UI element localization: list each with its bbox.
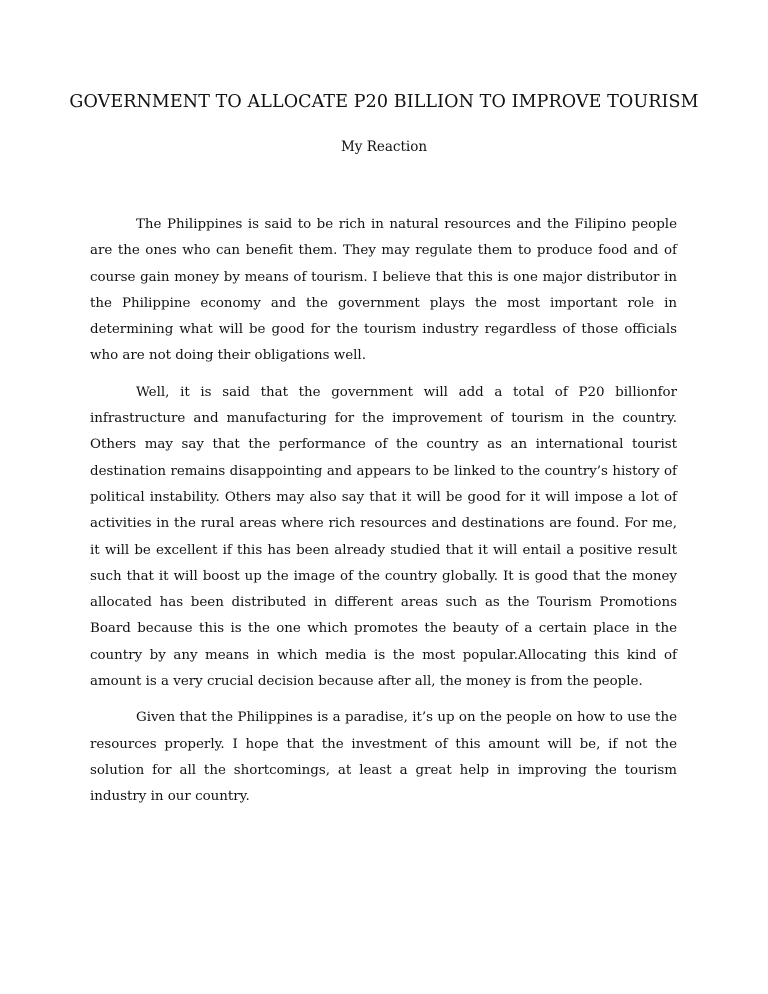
- paragraph-3: Given that the Philippines is a paradise, it’s up on the people on how to use the resources properly. I hope that the investment of this amount will be, if not the solution for all the shortcomings, at least a great help in improving the tourism industry in our country.: [90, 710, 677, 805]
- paragraph-2: Well, it is said that the government will add a total of P20 billionfor infrastructure and manufacturing for the improvement of tourism in the country. Others may say that the performance of the country as an international tourist destination remains disappointing and appears to be linked to the country’s history of political instability. Others may also say that it will be good for it will impose a lot of activities in the rural areas where rich resources and destinations are found. For me, it will be excellent if this has been already studied that it will entail a positive result such that it will boost up the image of the country globally. It is good that the money allocated has been distributed in different areas such as the Tourism Promotions Board because this is the one which promotes the beauty of a certain place in the country by any means in which media is the most popular.Allocating this kind of amount is a very crucial decision because after all, the money is from the people.: [90, 384, 677, 690]
- document-title: GOVERNMENT TO ALLOCATE P20 BILLION TO IMPROVE TOURISM: [69, 92, 699, 112]
- paragraph-1: The Philippines is said to be rich in natural resources and the Filipino people are the ones who can benefit them. They may regulate them to produce food and of course gain money by means of tourism. I believe that this is one major distributor in the Philippine economy and the government plays the most important role in determining what will be good for the tourism industry regardless of those officials who are not doing their obligations well.: [90, 217, 677, 364]
- document-body: [90, 212, 677, 821]
- document-subtitle: My Reaction: [340, 139, 428, 155]
